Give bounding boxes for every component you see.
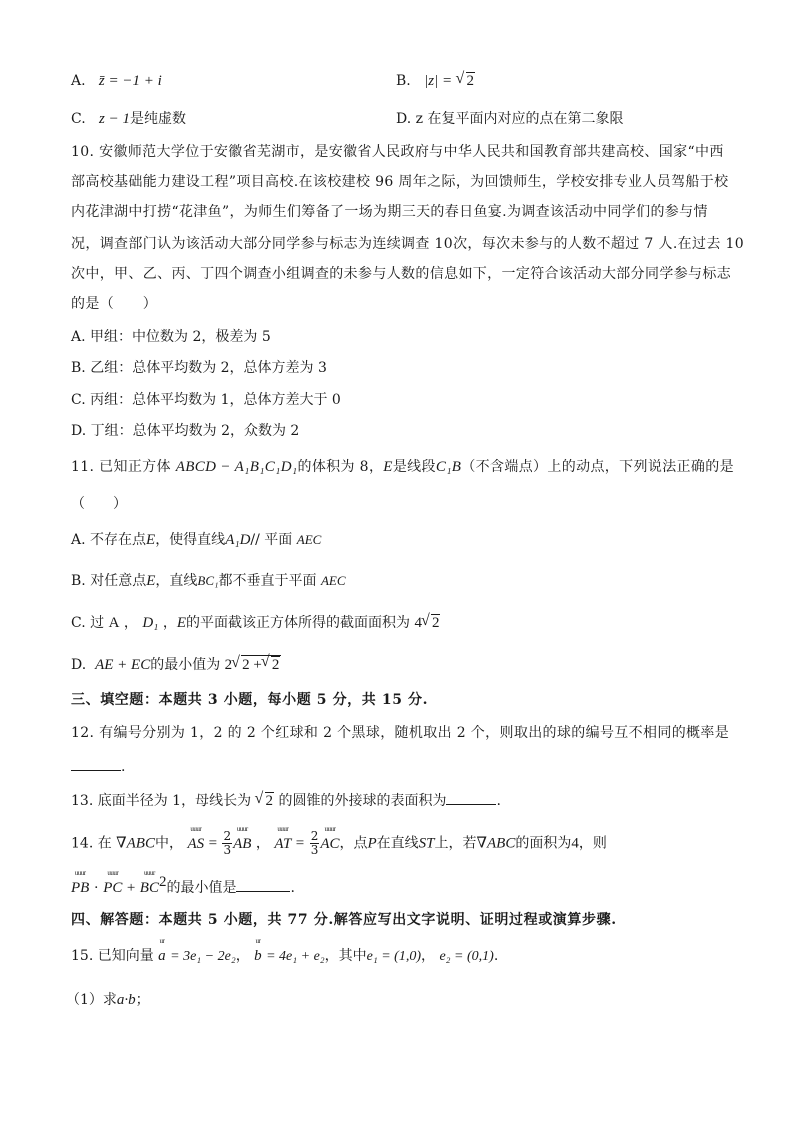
fraction-two-thirds <box>310 830 320 857</box>
option-label: C. <box>71 111 86 127</box>
comma: ， <box>421 948 436 964</box>
q14-text: ，点 <box>339 835 368 852</box>
sqrt-value: 2 <box>431 615 440 631</box>
line-st: ST <box>418 835 435 852</box>
q9-option-c <box>71 109 186 129</box>
option-label: A. <box>71 73 86 89</box>
q9-option-d <box>396 109 623 129</box>
q14-continued <box>71 872 295 898</box>
denominator: 3 <box>310 843 319 857</box>
area-coefficient: 4 <box>414 615 422 631</box>
option-c-math: z − 1 <box>99 111 130 127</box>
sqrt-value: 2 + <box>242 657 262 673</box>
vector-at: uuur AT <box>274 834 291 854</box>
vector-ab: uuur AB <box>233 834 251 854</box>
q10-line-2: 部高校基础能力建设工程”项目高校.在该校建校 96 周年之际，为回馈师生，学校安排专业人员驾船于校 <box>71 174 729 190</box>
triangle-abc: ∇ABC <box>476 835 516 852</box>
q15-text: ，其中 <box>324 948 367 964</box>
q12-answer <box>71 756 125 777</box>
q15-part-1 <box>66 990 150 1010</box>
q14-stem <box>71 830 607 857</box>
q9-option-a <box>71 71 162 91</box>
period: . <box>290 880 295 896</box>
q14-text: 中， <box>154 835 183 852</box>
option-text: 的平面截该正方体所得的截面面积为 <box>186 615 411 631</box>
option-text: 的最小值为 <box>150 657 221 673</box>
option-label: D. <box>71 657 87 673</box>
q15-text: 15. 已知向量 <box>71 948 154 964</box>
period: . <box>493 948 499 964</box>
expression-ae-ec: AE + EC <box>95 657 151 673</box>
option-text: ， <box>162 615 177 631</box>
q12-stem: 12. 有编号分别为 1，2 的 2 个红球和 2 个黑球，随机取出 2 个，则取出的球的编号互不相同的概率是 <box>71 725 730 741</box>
part-1-label: （1）求 <box>66 992 117 1008</box>
answer-blank[interactable] <box>236 877 290 892</box>
plus-sign: + <box>126 880 136 896</box>
q14-text: 的最小值是 <box>166 880 237 896</box>
dot-product-ab: a·b <box>116 992 136 1008</box>
line-bc1: BC₁ <box>197 573 219 588</box>
coefficient: 2 <box>224 657 233 673</box>
vector-ac: uuur AC <box>320 834 339 854</box>
q10-option-a: A. 甲组：中位数为 2，极差为 5 <box>71 329 271 345</box>
q11-option-d <box>71 655 281 675</box>
q11-option-c <box>71 613 440 633</box>
equals-sign: = <box>208 835 218 852</box>
cube-name: ABCD − A₁B₁C₁D₁ <box>175 459 298 475</box>
period: . <box>121 759 126 775</box>
vector-pc: uuur PC <box>103 878 122 898</box>
q10-line-4: 况，调查部门认为该活动大部分同学参与标志为连续调查 10次，每次未参与的人数不超过 7 人.在过去 10 <box>71 236 744 252</box>
q14-text: 上，若 <box>434 835 477 852</box>
basis-e1: e₁ = (1,0) <box>366 949 422 964</box>
option-text: ，使得直线 <box>155 532 226 548</box>
q10-line-3: 内花津湖中打捞“花津鱼”，为师生们筹备了一场为期三天的春日鱼宴.为调查该活动中同学们的参与情 <box>71 204 708 220</box>
line-a1d: A₁D <box>225 532 251 548</box>
vector-as: uuur AS <box>187 834 204 854</box>
sqrt-sign-outer <box>232 655 281 675</box>
point-e: E <box>146 532 156 548</box>
vector-b-definition: = 4e₁ + e₂ <box>266 949 325 964</box>
comma: ， <box>235 948 250 964</box>
option-text: B. 对任意点 <box>71 573 147 589</box>
equals-sign: = <box>295 835 305 852</box>
q10-option-c: C. 丙组：总体平均数为 1，总体方差大于 0 <box>71 392 341 408</box>
q14-text: 在直线 <box>376 835 419 852</box>
sqrt-sign <box>457 71 476 91</box>
option-c-text: 是纯虚数 <box>130 111 186 127</box>
option-b-math: |z| = <box>424 73 453 89</box>
option-label: D. <box>396 111 412 127</box>
q14-text: ，则 <box>578 835 607 852</box>
q11-stem <box>71 457 734 477</box>
q14-text: 的面积为 <box>515 835 572 852</box>
q10-line-6: 的是（ ） <box>71 296 158 312</box>
vector-b: ur b <box>254 946 262 966</box>
q11-option-a <box>71 530 321 550</box>
vector-a: ur a <box>158 946 166 966</box>
section-3-heading: 三、填空题：本题共 3 小题，每小题 5 分，共 15 分. <box>71 692 429 708</box>
q11-paren: （ ） <box>71 496 127 512</box>
sqrt-sign <box>422 613 441 633</box>
q11-stem-a: 11. 已知正方体 <box>71 459 171 475</box>
section-4-heading: 四、解答题：本题共 5 小题，共 77 分.解答应写出文字说明、证明过程或演算步骤. <box>71 912 617 928</box>
point-e: E <box>146 573 156 589</box>
exponent: 2 <box>158 874 167 890</box>
q13-text: 13. 底面半径为 1，母线长为 <box>71 793 252 809</box>
q10-option-d: D. 丁组：总体平均数为 2，众数为 2 <box>71 423 300 439</box>
option-text: 都不垂直于平面 <box>218 573 317 589</box>
point-a: A <box>108 615 120 631</box>
sqrt-value: 2 <box>466 73 475 89</box>
option-text: ，直线 <box>155 573 198 589</box>
comma: ， <box>255 835 270 852</box>
vector-a-definition: = 3e₁ − 2e₂ <box>170 949 236 964</box>
plane-aec: AEC <box>296 532 322 547</box>
option-text: ， <box>123 615 138 631</box>
fraction-two-thirds <box>222 830 232 857</box>
sqrt-content <box>241 655 281 673</box>
basis-e2: e₂ = (0,1) <box>439 949 494 964</box>
plane-aec: AEC <box>320 573 346 588</box>
option-a-math: z̄ = −1 + i <box>98 73 162 89</box>
denominator: 3 <box>223 843 232 857</box>
sqrt-value: 2 <box>271 657 280 673</box>
vector-pb: uuur PB <box>71 878 89 898</box>
numerator: 2 <box>310 829 319 843</box>
sqrt-sign <box>256 791 275 811</box>
vector-bc: uuur BC <box>140 878 159 898</box>
q14-text: 14. 在 <box>71 835 112 852</box>
area-value: 4 <box>571 835 579 852</box>
q10-line-5: 次中，甲、乙、丙、丁四个调查小组调查的未参与人数的信息如下，一定符合该活动大部分同学参与标志 <box>71 266 732 282</box>
point-e: E <box>176 615 187 631</box>
dot-operator: · <box>93 880 99 896</box>
q10-line-1: 10. 安徽师范大学位于安徽省芜湖市，是安徽省人民政府与中华人民共和国教育部共建高校、国家“中西 <box>71 144 724 160</box>
q15-stem <box>71 946 498 967</box>
point-e: E <box>383 459 393 475</box>
q11-stem-d: （不含端点）上的动点，下列说法正确的是 <box>461 459 734 475</box>
option-label: B. <box>396 73 411 89</box>
answer-blank[interactable] <box>71 756 121 771</box>
numerator: 2 <box>223 829 232 843</box>
option-text: A. 不存在点 <box>71 532 147 548</box>
q10-option-b: B. 乙组：总体平均数为 2，总体方差为 3 <box>71 360 327 376</box>
sqrt-sign-inner <box>262 656 281 673</box>
q13-stem <box>71 790 501 811</box>
q9-option-b <box>396 71 475 91</box>
option-d-text: z 在复平面内对应的点在第二象限 <box>415 111 624 127</box>
q11-stem-b: 的体积为 8， <box>297 459 384 475</box>
option-text: // 平面 <box>250 532 293 548</box>
semicolon: ； <box>135 992 150 1008</box>
q11-option-b <box>71 571 346 591</box>
point-p: P <box>367 835 377 852</box>
q13-text: 的圆锥的外接球的表面积为 <box>278 793 447 809</box>
triangle-abc: ∇ABC <box>116 835 155 852</box>
answer-blank[interactable] <box>446 790 496 805</box>
sqrt-value: 2 <box>265 793 274 809</box>
option-text: C. 过 <box>71 615 105 631</box>
segment-c1b: C₁B <box>435 459 462 475</box>
period: . <box>496 793 501 809</box>
point-d1: D₁ <box>142 615 159 631</box>
q11-stem-c: 是线段 <box>392 459 436 475</box>
